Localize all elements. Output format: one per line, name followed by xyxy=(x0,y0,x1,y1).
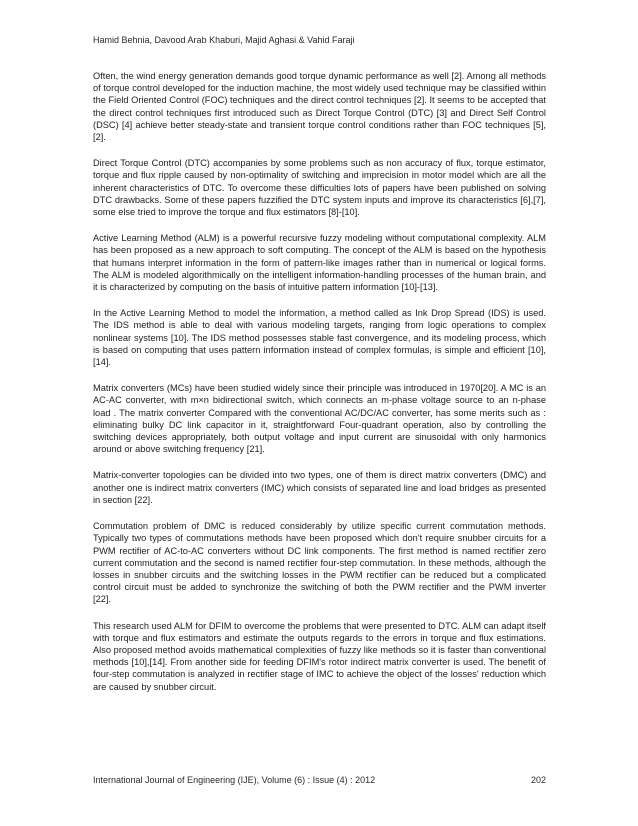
paragraph-ids-method: In the Active Learning Method to model the information, a method called as Ink Drop Spread (IDS) is used. The IDS method is able to deal with various modeling targets, ranging from logic operations to complex nonlinear systems [10]. The IDS method possesses stable fast convergence, and its modeling process, which is based on computing that uses pattern information instead of complex formulas, is simple and efficient [10],[14]. xyxy=(93,308,546,368)
paragraph-dtc-problems: Direct Torque Control (DTC) accompanies by some problems such as non accuracy of flux, torque estimator, torque and flux ripple caused by non-optimality of switching and imprecision in motor model which are all the inherent characteristics of DTC. To overcome these difficulties lots of papers have been published on solving DTC drawbacks. Some of these papers fuzzified the DTC system inputs and improve its characteristics [6],[7], some else tried to improve the torque and flux estimators [8]-[10]. xyxy=(93,158,546,218)
running-head-authors: Hamid Behnia, Davood Arab Khaburi, Majid Aghasi & Vahid Faraji xyxy=(93,35,355,45)
paragraph-wind-energy: Often, the wind energy generation demands good torque dynamic performance as well [2]. Among all methods of torque control developed for the induction machine, the most widely used technique may be classified within the Field Oriented Control (FOC) techniques and the direct control techniques [2]. It seems to be accepted that the direct control techniques first introduced such as Direct Torque Control (DTC) [3] and Direct Self Control (DSC) [4] achieve better steady-state and transient torque control conditions rather than FOC techniques [5],[2]. xyxy=(93,71,546,143)
paragraph-alm-intro: Active Learning Method (ALM) is a powerful recursive fuzzy modeling without computational complexity. ALM has been proposed as a new approach to soft computing. The concept of the ALM is based on the hypothesis that humans interpret information in the form of pattern-like images rather than in numerical or logical forms. The ALM is modeled algorithmically on the intelligent information-handling processes of the human brain, and it is characterized by computing on the basis of intuitive pattern information [10]-[13]. xyxy=(93,233,546,293)
paragraph-commutation: Commutation problem of DMC is reduced considerably by utilize specific current commutation methods. Typically two types of commutations methods have been proposed which don't require snubber circuits for a PWM rectifier of AC-to-AC converters without DC link components. The first method is named rectifier zero current commutation and the second is named rectifier four-step commutation. In these methods, although the losses in snubber circuits and the switching losses in the PWM rectifier can be reduced but a complicated control circuit must be added to synchronize the switching of both the PWM rectifier and the PWM inverter [22]. xyxy=(93,521,546,605)
paragraph-topologies: Matrix-converter topologies can be divided into two types, one of them is direct matrix converters (DMC) and another one is indirect matrix converters (IMC) which consists of separated line and load bridges as presented in section [22]. xyxy=(93,470,546,505)
page-number: 202 xyxy=(530,775,546,785)
paragraph-matrix-converters: Matrix converters (MCs) have been studied widely since their principle was introduced in 1970[20]. A MC is an AC-AC converter, with m×n bidirectional switch, which connects an m-phase voltage source to an n-phase load . The matrix converter Compared with the conventional AC/DC/AC converter, has some merits such as : eliminating bulky DC link capacitor in it, straightforward Four-quadrant operation, also by controlling the switching devices appropriately, both output voltage and input current are sinusoidal with only harmonics around or above switching frequency [21]. xyxy=(93,383,546,455)
body-text xyxy=(93,70,546,707)
footer-journal: International Journal of Engineering (IJE), Volume (6) : Issue (4) : 2012 xyxy=(93,775,376,785)
page-footer xyxy=(93,774,546,786)
paragraph-research-summary: This research used ALM for DFIM to overcome the problems that were presented to DTC. ALM can adapt itself with torque and flux estimators and estimate the outputs regards to the errors in torque and flux estimations. Also proposed method avoids mathematical complexities of fuzzy like methods so it is faster than conventional methods [10],[14]. From another side for feeding DFIM's rotor indirect matrix converter is used. The benefit of four-step commutation is analyzed in rectifier stage of IMC to achieve the object of the losses' reduction which are caused by snubber circuit. xyxy=(93,620,546,692)
